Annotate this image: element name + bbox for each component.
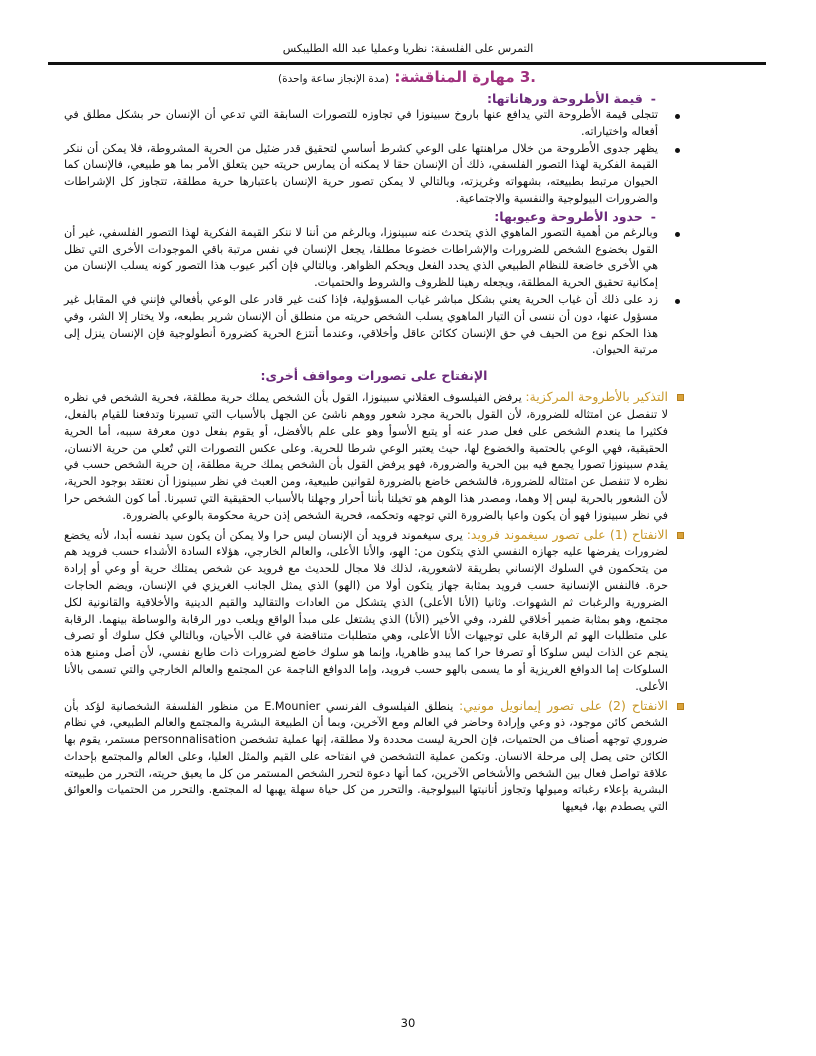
subheading-limits xyxy=(64,208,684,225)
open-item-text: يرفض الفيلسوف العقلاني سبينوزا، القول بأن الشخص يملك حرية مطلقة، فحرية الشخص في نظره لا تنفصل عن امتثاله للضرورة، لأن القول بالحرية مجرد شعور ووهم ناشئ عن الجهل بالأسباب التي تسيرنا وتدفعنا للقيام بالفعل، فكثيرا ما ينعدم الشخص على فعل صدر عنه أو يتبع الأسوأ وهو على علم بالأفضل، أو يقوم بفعل دون معرفة سببه، أما الحرية الحقيقية، فهي الوعي بالحتمية والخضوع لها، حيث يعتبر الوعي شرطا للحرية. وعلى عكس التصورات التي تُعلي من حرية الانسان، يقدم سبينوزا تصورا يجمع فيه بين الحرية والضرورة، فهو يرفض القول بأن الشخص يملك حرية مطلقة، إن حرية الشخص حسب في نظره لا تنفصل عن امتثاله للضرورة، فالشخص خاضع بالضرورة لقوانين طبيعية، ومن العبث في نظر سبينوزا أن نعتقد بوجود الحرية، لأن الشعور بالحرية ليس إلا وهما، ومصدر هذا الوهم هو تخيلنا بأننا أحرار وجهلنا بالأسباب الحقيقية التي تسيرنا. أما كون الشخص حرا في نظر سبينوزا فهو أن يكون واعيا بالضرورة التي توجهه وتحكمه، فحرية الشخص إذن حرية محكومة بالوعي بالضرورة. xyxy=(64,391,668,522)
page-number: 30 xyxy=(400,1016,416,1030)
list-item xyxy=(64,225,684,292)
open-item-heading: التذكير بالأطروحة المركزية: xyxy=(525,389,668,405)
open-item-text: يرى سيغموند فرويد أن الإنسان ليس حرا ولا يمكن أن يكون سيد نفسه أبدا، لأنه يخضع لضرورات يفرضها عليه جهازه النفسي الذي يتكون من: الهو، والأنا الأعلى، والعالم الخارجي، هؤلاء السادة الأشداء حسب فرويد هم من يتحكمون في السلوك الإنساني بطريقة لاشعورية، لذلك فلا مجال للحديث مع فرويد عن شخص يمتلك حرية أو وعي أو إرادة حرة. فالنفس الإنسانية حسب فرويد بمثابة جهاز يتكون أولا من (الهو) الذي يمثل الجانب الغريزي في الإنسان، ويضم الحاجات الضرورية والرغبات ثم الشهوات. وثانيا (الأنا الأعلى) الذي يتشكل من العادات والتقاليد والقيم الدينية والأخلاقية والقانونية لكل مجتمع، وهو بمثابة ضمير أخلاقي للفرد، وفي الأخير (الأنا) الذي يشتغل على مبدأ الواقع ويلعب دور الرقابة والوساطة بينهما. الرقابة على متطلبات الهو ثم الرقابة على توجيهات الأنا الأعلى، وهي متطلبات متناقضة في غالب الأحيان، وبالتالي فكل سلوك أو تصرف ينجم عن الذات ليس سلوكا أو تصرفا حرا كما يبدو ظاهريا، وإنما هو سلوك خاضع لضرورات ذات طابع نفسي، لأن أصل ومنبع هذه السلوكات إما الدوافع الغريزية أو ما يسمى بالهو حسب فرويد، وإما الدوافع الناجمة عن المجتمع والعالم الخارجي والتي تسمى بالأنا الأعلى. xyxy=(64,528,668,693)
subheading-value xyxy=(64,90,684,107)
subheading-limits-text: حدود الأطروحة وعيوبها: xyxy=(494,208,643,224)
bullet-icon xyxy=(675,114,680,119)
section-heading xyxy=(64,66,684,90)
list-item-text: تتجلى قيمة الأطروحة التي يدافع عنها باروخ سبينوزا في تجاوزه للتصورات السابقة التي تدعي أن الإنسان حر بشكل مطلق في أفعاله واختياراته. xyxy=(64,108,658,138)
list-item xyxy=(64,107,684,141)
open-item xyxy=(64,698,684,817)
dash-marker: - xyxy=(650,91,656,106)
subheading-value-text: قيمة الأطروحة ورهاناتها: xyxy=(486,91,643,106)
section-number: .3 xyxy=(519,68,536,86)
dash-marker: - xyxy=(650,208,656,224)
bullet-icon xyxy=(675,232,680,237)
open-item-heading: الانفتاح (1) على تصور سيغموند فرويد: xyxy=(466,526,669,542)
section-title: مهارة المناقشة: xyxy=(394,68,515,86)
square-bullet-icon xyxy=(677,394,684,401)
section-note: (مدة الإنجاز ساعة واحدة) xyxy=(277,73,390,85)
open-item-text: ينطلق الفيلسوف الفرنسي E.Mounier من منظور الفلسفة الشخصانية لؤكد بأن الشخص كائن موجود، ذو وعي وإرادة وحاضر في العالم ومع الآخرين، وبما أن الطبيعة البشرية والمجتمع والعالم الطبيعي، في نظام ضروري توجهه أصناف من الحتميات، فإن الحرية ليست محددة ولا مطلقة، إنها عملية تشخصن personnalisation مستمر، يقوم بها الكائن حتى يصل إلى مرحلة الانسان. وتكمن عملية التشخصن في انفتاحه على القيم والمثل العليا، وعلى العالم والمجتمع بإحداث علاقة تواصل فعال بين الشخص والأشخاص الآخرين، كما أنها دعوة لتحرر الشخص المستمر من كل ما يعيق حريته، التحرر من طبيعته البشرية بإعلاء رغباته وميولها وتجاوز أنانيتها البيولوجية. والتحرر من كل حياة سهلة يهبها له المجتمع. والتحرر من الحتميات والعوائق التي يصطدم بها، فيعيها xyxy=(64,699,668,814)
list-item-text: زد على ذلك أن غياب الحرية يعني بشكل مباشر غياب المسؤولية، فإذا كنت غير قادر على الوعي بأفعالي فإنني في المقابل غير مسؤول عنها، دون أن ننسى أن التيار الماهوي يسلب الشخص حريته من منطلق أن الإنسان شرير بطبعه، ولا يختار إلا الشر، وفي هذا الحكم نوع من الحيف في حق الإنسان ككائن عاقل وأخلاقي، وعندما أنتزع الحرية كضرورة أنطولوجية فإن الإنسان ينزل إلى مرتبة الحيوان. xyxy=(64,292,658,357)
bullet-icon xyxy=(675,148,680,153)
list-item-text: وبالرغم من أهمية التصور الماهوي الذي يتحدث عنه سبينوزا، وبالرغم من أننا لا ننكر القيمة الفكرية لهذا التصور الفلسفي، غير أن القول بخضوع الشخص للضرورات والإشراطات خضوعا مطلقا، يجعل الإنسان في نفس مرتبة باقي الموجودات الأخرى التي تظل هي الأخرى خاضعة للنظام الطبيعي الذي يحدد الفعل ويحكم الظواهر. وبالتالي فإن أكبر عيوب هذا التصور كونه يسلب الإنسان من إمكانية تحقيق الحرية المطلقة، ويجعله رهينا للظروف والشروط والحتميات. xyxy=(64,225,658,290)
bullet-icon xyxy=(675,299,680,304)
list-item xyxy=(64,141,684,208)
square-bullet-icon xyxy=(677,532,684,539)
open-item xyxy=(64,527,684,696)
open-item-heading: الانفتاح (2) على تصور إيمانويل مونيي: xyxy=(459,697,668,713)
list-item xyxy=(64,292,684,359)
opening-title: الإنفتاح على تصورات ومواقف أخرى: xyxy=(260,368,488,384)
open-item xyxy=(64,389,684,524)
page-body xyxy=(64,66,684,816)
list-item-text: يظهر جدوى الأطروحة من خلال مراهنتها على الوعي كشرط أساسي لتحقيق قدر ضئيل من الحرية المشروطة، فلا يمكن أن ننكر القيمة الفكرية لهذا التصور الفلسفي، ذلك أن الإنسان حقا لا يمكنه أن يمارس حريته حين يتعلق الأمر بما هو طبيعي، فالإنسان كما الحيوان مرتبط بطبيعته، بشهواته وغريزته، وبالتالي لا يمكن تصور حرية الإنسان باعتبارها حرية مطلقة، تتجاوز كل الإشراطات والضرورات البيولوجية والنفسية والاجتماعية. xyxy=(64,141,658,205)
square-bullet-icon xyxy=(677,703,684,710)
running-head: التمرس على الفلسفة: نظريا وعمليا عبد الله الطليبكس xyxy=(282,42,534,55)
header-rule xyxy=(48,62,766,65)
